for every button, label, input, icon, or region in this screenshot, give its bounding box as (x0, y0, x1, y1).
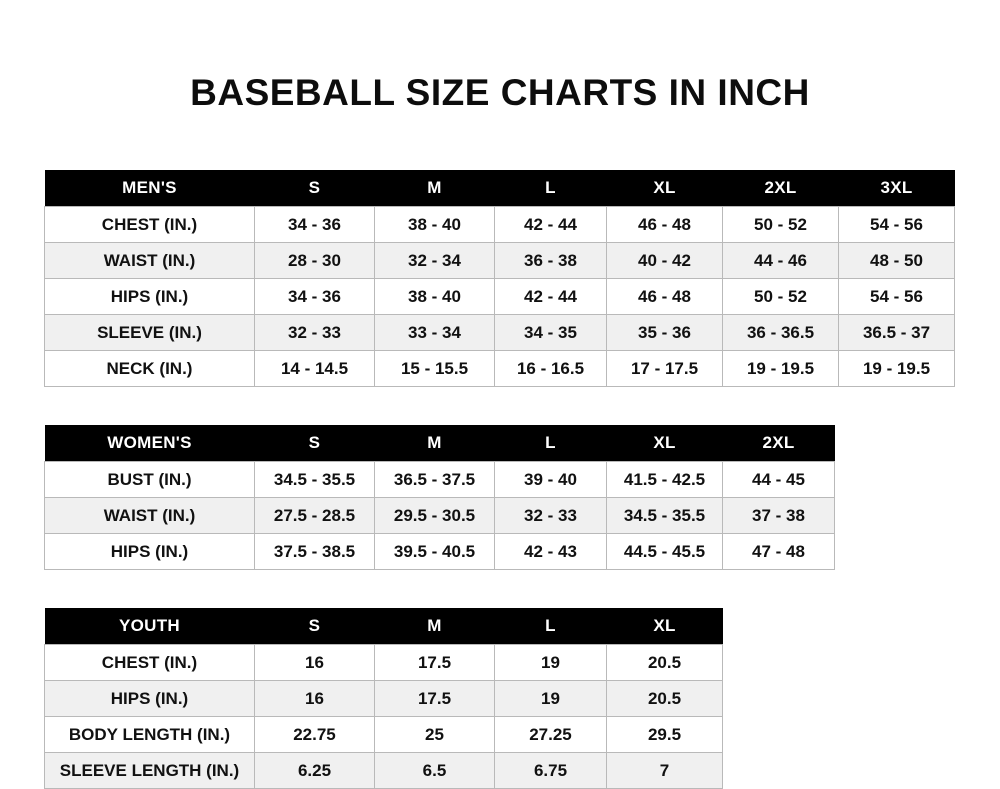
mens-cell-3-4: 35 - 36 (607, 315, 723, 351)
womens-header-cell-1: S (255, 425, 375, 462)
table-row (45, 645, 723, 681)
womens-cell-1-4: 34.5 - 35.5 (607, 498, 723, 534)
youth-cell-2-3: 27.25 (495, 717, 607, 753)
mens-header-cell-2: M (375, 170, 495, 207)
youth-cell-1-2: 17.5 (375, 681, 495, 717)
mens-cell-4-4: 17 - 17.5 (607, 351, 723, 387)
youth-cell-3-2: 6.5 (375, 753, 495, 789)
table-spacer (44, 570, 956, 608)
table-header-row (45, 425, 835, 462)
youth-cell-0-4: 20.5 (607, 645, 723, 681)
mens-cell-1-1: 28 - 30 (255, 243, 375, 279)
youth-cell-2-2: 25 (375, 717, 495, 753)
table-row (45, 681, 723, 717)
youth-cell-2-4: 29.5 (607, 717, 723, 753)
womens-cell-1-2: 29.5 - 30.5 (375, 498, 495, 534)
youth-header-cell-1: S (255, 608, 375, 645)
womens-cell-1-1: 27.5 - 28.5 (255, 498, 375, 534)
womens-cell-0-4: 41.5 - 42.5 (607, 462, 723, 498)
mens-header-cell-5: 2XL (723, 170, 839, 207)
mens-cell-0-4: 46 - 48 (607, 207, 723, 243)
youth-size-table (44, 608, 723, 789)
mens-cell-0-6: 54 - 56 (839, 207, 955, 243)
mens-header-cell-1: S (255, 170, 375, 207)
mens-cell-2-5: 50 - 52 (723, 279, 839, 315)
table-row (45, 753, 723, 789)
womens-cell-0-5: 44 - 45 (723, 462, 835, 498)
youth-table-header (45, 608, 723, 645)
mens-cell-1-4: 40 - 42 (607, 243, 723, 279)
youth-row-1-label: HIPS (IN.) (45, 681, 255, 717)
womens-cell-2-1: 37.5 - 38.5 (255, 534, 375, 570)
youth-cell-1-3: 19 (495, 681, 607, 717)
youth-header-cell-4: XL (607, 608, 723, 645)
mens-cell-1-6: 48 - 50 (839, 243, 955, 279)
mens-row-0-label: CHEST (IN.) (45, 207, 255, 243)
mens-cell-3-3: 34 - 35 (495, 315, 607, 351)
womens-row-2-label: HIPS (IN.) (45, 534, 255, 570)
youth-header-cell-0: YOUTH (45, 608, 255, 645)
mens-header-cell-3: L (495, 170, 607, 207)
youth-row-2-label: BODY LENGTH (IN.) (45, 717, 255, 753)
womens-cell-1-3: 32 - 33 (495, 498, 607, 534)
mens-table-header (45, 170, 955, 207)
mens-cell-3-5: 36 - 36.5 (723, 315, 839, 351)
womens-header-cell-4: XL (607, 425, 723, 462)
mens-cell-3-2: 33 - 34 (375, 315, 495, 351)
mens-cell-2-6: 54 - 56 (839, 279, 955, 315)
mens-header-cell-4: XL (607, 170, 723, 207)
youth-row-0-label: CHEST (IN.) (45, 645, 255, 681)
table-row (45, 462, 835, 498)
mens-header-cell-0: MEN'S (45, 170, 255, 207)
tables-container (0, 170, 1000, 789)
page-title: BASEBALL SIZE CHARTS IN INCH (190, 72, 810, 113)
mens-cell-3-1: 32 - 33 (255, 315, 375, 351)
mens-cell-2-1: 34 - 36 (255, 279, 375, 315)
womens-cell-1-5: 37 - 38 (723, 498, 835, 534)
womens-cell-2-2: 39.5 - 40.5 (375, 534, 495, 570)
womens-table-header (45, 425, 835, 462)
table-row (45, 279, 955, 315)
mens-cell-3-6: 36.5 - 37 (839, 315, 955, 351)
womens-cell-2-3: 42 - 43 (495, 534, 607, 570)
youth-table-body (45, 645, 723, 789)
youth-cell-3-3: 6.75 (495, 753, 607, 789)
table-header-row (45, 170, 955, 207)
womens-row-1-label: WAIST (IN.) (45, 498, 255, 534)
table-row (45, 498, 835, 534)
mens-cell-0-2: 38 - 40 (375, 207, 495, 243)
table-row (45, 315, 955, 351)
youth-cell-3-4: 7 (607, 753, 723, 789)
womens-cell-0-1: 34.5 - 35.5 (255, 462, 375, 498)
womens-size-table (44, 425, 835, 570)
table-row (45, 717, 723, 753)
table-row (45, 207, 955, 243)
mens-row-2-label: HIPS (IN.) (45, 279, 255, 315)
mens-header-cell-6: 3XL (839, 170, 955, 207)
youth-header-cell-2: M (375, 608, 495, 645)
mens-cell-0-5: 50 - 52 (723, 207, 839, 243)
womens-cell-0-2: 36.5 - 37.5 (375, 462, 495, 498)
youth-cell-0-2: 17.5 (375, 645, 495, 681)
womens-cell-2-5: 47 - 48 (723, 534, 835, 570)
youth-header-cell-3: L (495, 608, 607, 645)
womens-header-cell-5: 2XL (723, 425, 835, 462)
youth-cell-3-1: 6.25 (255, 753, 375, 789)
mens-cell-0-3: 42 - 44 (495, 207, 607, 243)
youth-cell-2-1: 22.75 (255, 717, 375, 753)
mens-cell-2-4: 46 - 48 (607, 279, 723, 315)
youth-cell-1-1: 16 (255, 681, 375, 717)
youth-cell-0-1: 16 (255, 645, 375, 681)
mens-cell-4-5: 19 - 19.5 (723, 351, 839, 387)
mens-cell-2-3: 42 - 44 (495, 279, 607, 315)
womens-header-cell-3: L (495, 425, 607, 462)
mens-cell-4-6: 19 - 19.5 (839, 351, 955, 387)
mens-size-table (44, 170, 955, 387)
mens-row-3-label: SLEEVE (IN.) (45, 315, 255, 351)
table-row (45, 243, 955, 279)
mens-cell-1-3: 36 - 38 (495, 243, 607, 279)
mens-row-4-label: NECK (IN.) (45, 351, 255, 387)
womens-header-cell-0: WOMEN'S (45, 425, 255, 462)
mens-cell-2-2: 38 - 40 (375, 279, 495, 315)
womens-header-cell-2: M (375, 425, 495, 462)
youth-cell-1-4: 20.5 (607, 681, 723, 717)
table-header-row (45, 608, 723, 645)
mens-row-1-label: WAIST (IN.) (45, 243, 255, 279)
mens-cell-4-2: 15 - 15.5 (375, 351, 495, 387)
table-row (45, 534, 835, 570)
mens-cell-1-2: 32 - 34 (375, 243, 495, 279)
table-row (45, 351, 955, 387)
mens-cell-1-5: 44 - 46 (723, 243, 839, 279)
youth-cell-0-3: 19 (495, 645, 607, 681)
youth-row-3-label: SLEEVE LENGTH (IN.) (45, 753, 255, 789)
womens-row-0-label: BUST (IN.) (45, 462, 255, 498)
mens-table-body (45, 207, 955, 387)
mens-cell-0-1: 34 - 36 (255, 207, 375, 243)
womens-cell-2-4: 44.5 - 45.5 (607, 534, 723, 570)
mens-cell-4-3: 16 - 16.5 (495, 351, 607, 387)
mens-cell-4-1: 14 - 14.5 (255, 351, 375, 387)
womens-cell-0-3: 39 - 40 (495, 462, 607, 498)
table-spacer (44, 387, 956, 425)
womens-table-body (45, 462, 835, 570)
